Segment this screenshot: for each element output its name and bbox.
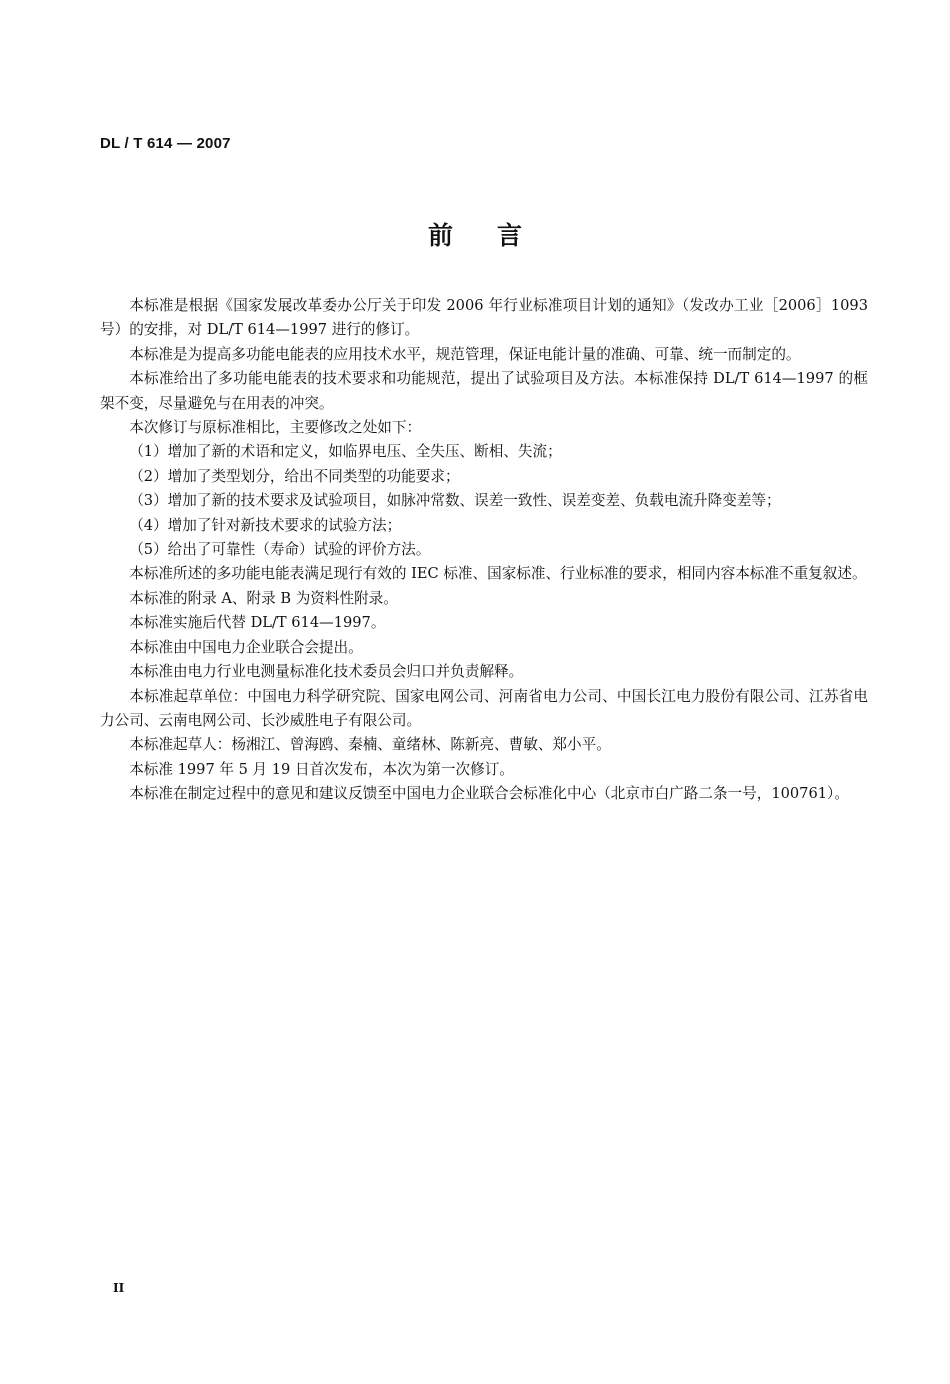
paragraph: 本标准是根据《国家发展改革委办公厅关于印发 2006 年行业标准项目计划的通知》（发改办工业［2006］1093 号）的安排，对 DL/T 614—1997 进行的修订。 — [100, 297, 868, 339]
foreword-body — [100, 294, 868, 807]
list-item: （2）增加了类型划分，给出不同类型的功能要求； — [129, 467, 460, 485]
paragraph: 本次修订与原标准相比，主要修改之处如下： — [129, 419, 422, 437]
paragraph: 本标准的附录 A、附录 B 为资料性附录。 — [129, 589, 398, 607]
paragraph: 本标准所述的多功能电能表满足现行有效的 IEC 标准、国家标准、行业标准的要求，相同内容本标准不重复叙述。 — [129, 565, 867, 583]
page-number: II — [113, 1281, 125, 1295]
paragraph: 本标准是为提高多功能电能表的应用技术水平，规范管理，保证电能计量的准确、可靠、统一而制定的。 — [129, 345, 801, 363]
paragraph: 本标准给出了多功能电能表的技术要求和功能规范，提出了试验项目及方法。本标准保持 DL/T 614—1997 的框架不变，尽量避免与在用表的冲突。 — [100, 370, 868, 412]
paragraph: 本标准在制定过程中的意见和建议反馈至中国电力企业联合会标准化中心（北京市白广路二条一号，100761）。 — [129, 785, 849, 803]
paragraph: 本标准由中国电力企业联合会提出。 — [129, 638, 363, 656]
list-item: （4）增加了针对新技术要求的试验方法； — [129, 516, 402, 534]
list-item: （1）增加了新的术语和定义，如临界电压、全失压、断相、失流； — [129, 443, 562, 461]
paragraph: 本标准 1997 年 5 月 19 日首次发布，本次为第一次修订。 — [129, 760, 514, 778]
standard-code: DL / T 614 — 2007 — [100, 135, 231, 152]
page-title: 前言 — [427, 221, 566, 250]
paragraph: 本标准起草单位：中国电力科学研究院、国家电网公司、河南省电力公司、中国长江电力股份有限公司、江苏省电力公司、云南电网公司、长沙威胜电子有限公司。 — [100, 687, 868, 729]
paragraph: 本标准由电力行业电测量标准化技术委员会归口并负责解释。 — [129, 663, 524, 681]
paragraph: 本标准起草人：杨湘江、曾海鸥、秦楠、童绪林、陈新亮、曹敏、郑小平。 — [129, 736, 611, 754]
paragraph: 本标准实施后代替 DL/T 614—1997。 — [129, 614, 386, 632]
list-item: （5）给出了可靠性（寿命）试验的评价方法。 — [129, 541, 431, 559]
list-item: （3）增加了新的技术要求及试验项目，如脉冲常数、误差一致性、误差变差、负载电流升降变差等； — [129, 492, 781, 510]
